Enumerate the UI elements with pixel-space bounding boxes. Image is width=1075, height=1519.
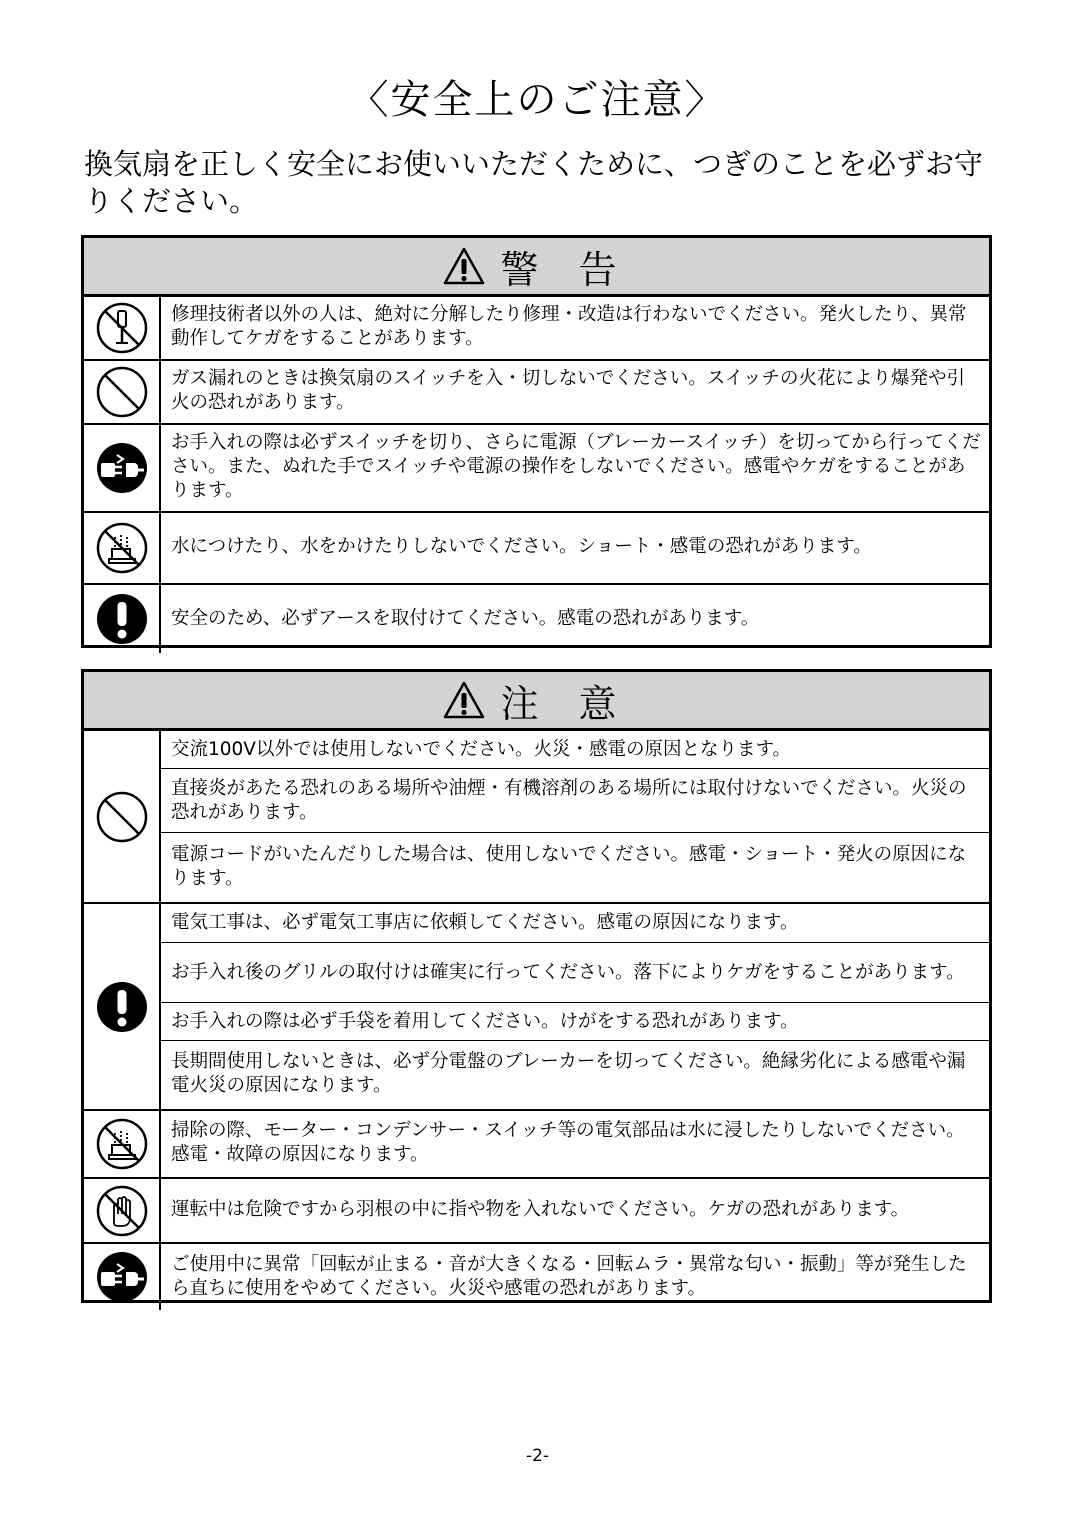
no-disassembly-icon: [95, 301, 149, 355]
page-title: 〈安全上のご注意〉: [348, 77, 727, 123]
warning-text: 安全のため、必ずアースを取付けてください。感電の恐れがあります。: [171, 608, 760, 629]
caution-text: ご使用中に異常「回転が止まる・音が大きくなる・回転ムラ・異常な匂い・振動」等が発生したら直ちに使用をやめてください。火災や感電の恐れがあります。: [171, 1254, 967, 1299]
warning-header: [84, 238, 989, 297]
caution-text: 電源コードがいたんだりした場合は、使用しないでください。感電・ショート・発火の原因になります。: [171, 843, 967, 889]
no-water-icon: [95, 1117, 149, 1171]
prohibition-icon: [95, 365, 149, 419]
unplug-icon: [95, 1250, 149, 1304]
caution-text: お手入れ後のグリルの取付けは確実に行ってください。落下によりケガをすることがあります。: [161, 943, 989, 1003]
warning-row: [84, 361, 989, 425]
warning-row: [84, 585, 989, 653]
caution-section: [81, 669, 992, 1303]
caution-text: お手入れの際は必ず手袋を着用してください。けがをする恐れがあります。: [161, 1003, 989, 1041]
warning-section: [81, 235, 992, 648]
warning-text: お手入れの際は必ずスイッチを切り、さらに電源（ブレーカースイッチ）を切ってから行ってください。また、ぬれた手でスイッチや電源の操作をしないでください。感電やケガをすることがあります。: [171, 432, 981, 501]
caution-text: 直接炎があたる恐れのある場所や油煙・有機溶剤のある場所には取付けないでください。火災の恐れがあります。: [161, 769, 989, 833]
caution-text: 掃除の際、モーター・コンデンサー・スイッチ等の電気部品は水に浸したりしないでください。感電・故障の原因になります。: [171, 1120, 965, 1165]
caution-text: 長期間使用しないときは、必ず分電盤のブレーカーを切ってください。絶縁劣化による感電や漏電火災の原因になります。: [171, 1051, 966, 1096]
mandatory-icon: [95, 592, 149, 646]
caution-text: 交流100V以外では使用しないでください。火災・感電の原因となります。: [161, 731, 989, 769]
caution-text: 運転中は危険ですから羽根の中に指や物を入れないでください。ケガの恐れがあります。: [171, 1198, 910, 1220]
warning-row: [84, 297, 989, 361]
warning-triangle-icon: [442, 680, 486, 720]
page-number: -2-: [525, 1446, 550, 1466]
warning-triangle-icon: [442, 246, 486, 286]
caution-row: [84, 1179, 989, 1244]
caution-row: [84, 1111, 989, 1179]
caution-text: 電気工事は、必ず電気工事店に依頼してください。感電の原因になります。: [161, 904, 989, 943]
mandatory-icon: [95, 980, 149, 1034]
warning-heading: 警 告: [500, 247, 631, 292]
warning-text: 修理技術者以外の人は、絶対に分解したり修理・改造は行わないでください。発火したり、異常動作してケガをすることがあります。: [171, 304, 967, 349]
intro-text: 換気扇を正しく安全にお使いいただくために、つぎのことを必ずお守りください。: [84, 147, 984, 218]
caution-row: [84, 904, 989, 1111]
caution-heading: 注 意: [500, 681, 631, 726]
caution-row: [84, 731, 989, 904]
warning-row: [84, 425, 989, 513]
no-touch-icon: [95, 1184, 149, 1238]
unplug-icon: [95, 441, 149, 495]
warning-row: [84, 513, 989, 585]
no-water-icon: [95, 521, 149, 575]
warning-text: ガス漏れのときは換気扇のスイッチを入・切しないでください。スイッチの火花により爆発や引火の恐れがあります。: [171, 368, 966, 413]
prohibition-icon: [95, 790, 149, 844]
warning-text: 水につけたり、水をかけたりしないでください。ショート・感電の恐れがあります。: [171, 536, 872, 557]
caution-header: [84, 672, 989, 731]
caution-row: [84, 1244, 989, 1310]
